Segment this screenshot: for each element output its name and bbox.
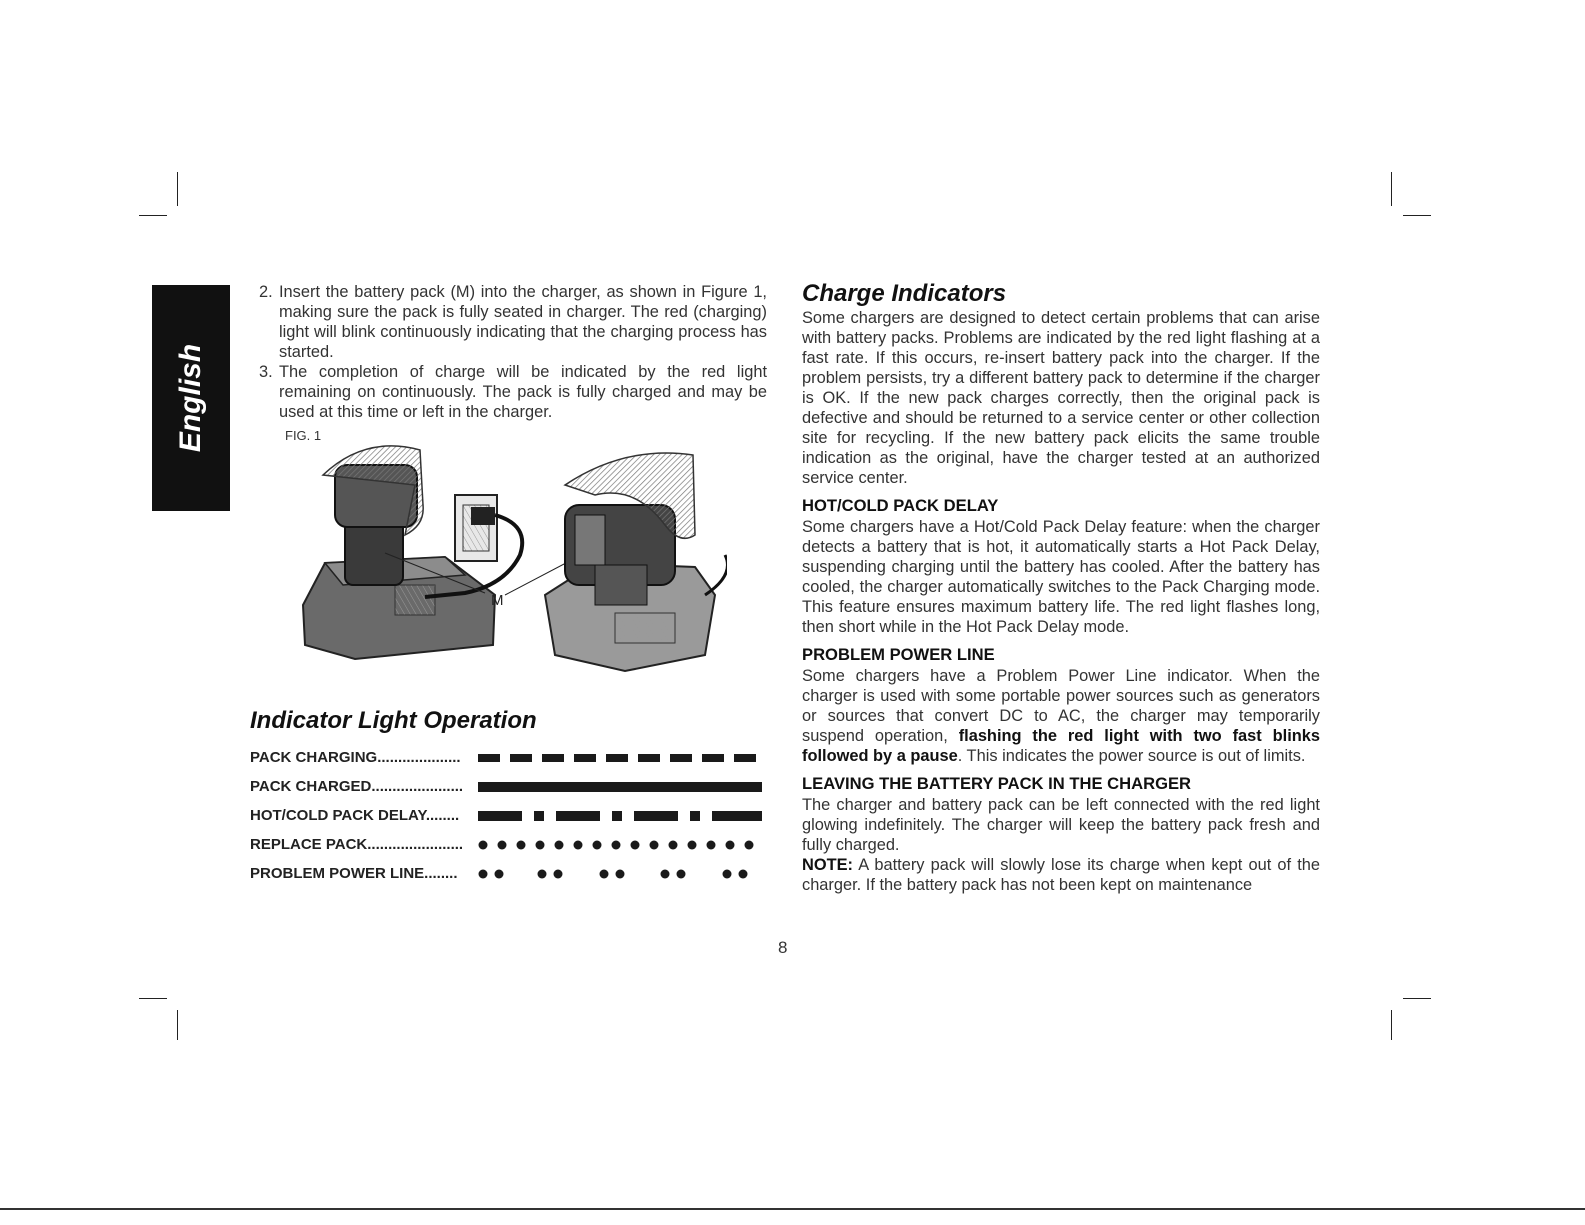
right-column: [802, 280, 1320, 895]
indicator-label: HOT/COLD PACK DELAY........: [250, 807, 460, 824]
indicator-label: PACK CHARGED......................: [250, 778, 464, 795]
step-item: [253, 282, 767, 362]
leaving-heading: LEAVING THE BATTERY PACK IN THE CHARGER: [802, 774, 1192, 793]
crop-mark: [1403, 215, 1431, 216]
step-number: 3.: [259, 363, 273, 381]
step-text: The completion of charge will be indicated by the red light remaining on continuously. The pack is fully charged and may be used at this time or left in the charger.: [279, 363, 767, 421]
crop-mark: [1391, 1010, 1392, 1040]
step-item: [253, 362, 767, 422]
crop-mark: [1391, 172, 1392, 206]
problem-power-heading: PROBLEM POWER LINE: [802, 645, 995, 664]
step-text: Insert the battery pack (M) into the charger, as shown in Figure 1, making sure the pack is fully seated in charger. The red (charging) light will blink continuously indicating that the charging process has started.: [279, 283, 767, 361]
page-number: 8: [778, 938, 788, 957]
crop-mark: [1403, 998, 1431, 999]
step-number: 2.: [259, 283, 273, 301]
crop-mark: [177, 1010, 178, 1040]
pattern-dots: [478, 838, 762, 852]
charging-steps: [253, 282, 767, 422]
problem-power-bold: flashing the red light with two fast blinks followed by a pause: [802, 727, 1320, 765]
indicator-row-replace-pack: [250, 833, 762, 856]
bottom-rule: [0, 1208, 1585, 1210]
charger-illustration: [295, 445, 727, 675]
problem-power-text: [802, 666, 1320, 766]
crop-mark: [177, 172, 178, 206]
problem-power-text-before: Some chargers have a Problem Power Line indicator. When the charger is used with some portable power sources such as generators or sources that convert DC to AC, the charger may temporarily suspend operation,: [802, 667, 1320, 745]
note-paragraph: [802, 855, 1320, 895]
charge-intro: Some chargers are designed to detect certain problems that can arise with battery packs. Problems are indicated by the red light flashing at a fast rate. If this occurs, re-insert battery pack into the charger. If the problem persists, try a different battery pack to determine if the charger is OK. If the new pack charges correctly, then the original pack is defective and should be returned to a service center or other collection site for recycling. If the new battery pack elicits the same trouble indication as the original, have the charger tested at an authorized service center.: [802, 309, 1320, 487]
indicator-table: [250, 746, 762, 891]
indicator-title: Indicator Light Operation: [250, 707, 537, 734]
note-text: A battery pack will slowly lose its charge when kept out of the charger. If the battery pack has not been kept on maintenance: [802, 856, 1320, 894]
indicator-label: REPLACE PACK.......................: [250, 836, 464, 853]
leaving-text: The charger and battery pack can be left connected with the red light glowing indefinitely. The charger will keep the battery pack fresh and fully charged.: [802, 796, 1320, 854]
language-tab-label: English: [174, 343, 207, 453]
crop-mark: [139, 998, 167, 999]
indicator-row-hot-cold: [250, 804, 762, 827]
language-tab: [152, 285, 230, 511]
pattern-solid: [478, 780, 762, 794]
figure-label: FIG. 1: [285, 428, 322, 443]
crop-mark: [139, 215, 167, 216]
problem-power-text-after: . This indicates the power source is out of limits.: [957, 747, 1306, 765]
indicator-row-pack-charging: [250, 746, 762, 769]
indicator-row-problem-power: [250, 862, 762, 885]
pattern-double-dots: [478, 867, 762, 881]
left-column: [253, 282, 767, 680]
hot-cold-heading: HOT/COLD PACK DELAY: [802, 496, 999, 515]
indicator-label: PROBLEM POWER LINE........: [250, 865, 458, 882]
hot-cold-text: Some chargers have a Hot/Cold Pack Delay feature: when the charger detects a battery that is hot, it automatically starts a Hot Pack Delay, suspending charging until the battery has cooled. After the battery has cooled, the charger automatically switches to the Pack Charging mode. This feature ensures maximum battery life. The red light flashes long, then short while in the Hot Pack Delay mode.: [802, 518, 1320, 636]
note-label: NOTE:: [802, 856, 853, 874]
pattern-dash: [478, 751, 762, 765]
pattern-long-short: [478, 809, 762, 823]
callout-m: M: [491, 592, 504, 609]
charge-indicators-title: Charge Indicators: [802, 280, 1007, 307]
indicator-row-pack-charged: [250, 775, 762, 798]
indicator-label: PACK CHARGING....................: [250, 749, 461, 766]
